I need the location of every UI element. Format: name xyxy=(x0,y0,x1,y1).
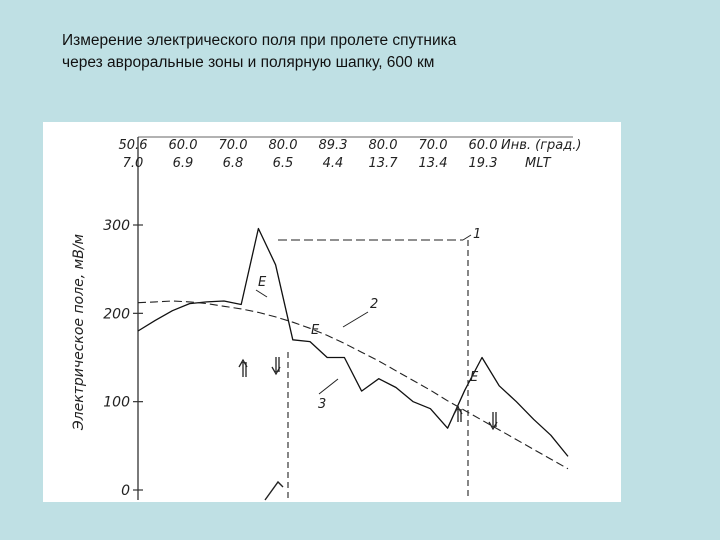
annotation-1-leader xyxy=(463,235,471,240)
down-arrow-icon xyxy=(272,357,280,374)
top-axis-inv-value: 50.6 xyxy=(118,138,148,153)
annotation-1-label: 1 xyxy=(473,227,482,242)
series-line-2 xyxy=(138,301,568,469)
y-axis-title: Электрическое поле, мВ/м xyxy=(71,233,87,431)
top-axis-mlt-value: 6.5 xyxy=(272,156,294,171)
series-layer xyxy=(138,229,568,469)
y-tick-label: 0 xyxy=(121,483,130,499)
y-tick-label: 200 xyxy=(103,306,130,323)
e-label-1: E xyxy=(258,275,267,290)
top-axis-inv-value: 70.0 xyxy=(418,138,448,153)
top-axis-mlt-value: 4.4 xyxy=(322,156,344,171)
series-line-3 xyxy=(138,229,568,457)
up-arrow-icon xyxy=(454,407,462,422)
title-line-2: через авроральные зоны и полярную шапку, 600 км xyxy=(62,54,435,71)
top-axis-inv-value: 80.0 xyxy=(268,138,298,153)
top-axis-mlt-value: 13.4 xyxy=(418,156,448,171)
top-axis-mlt-value: 6.8 xyxy=(222,156,244,171)
chart-figure xyxy=(43,122,621,502)
e-label-3: E xyxy=(470,370,479,385)
top-axis-mlt-value: 6.9 xyxy=(172,156,194,171)
electric-field-chart xyxy=(43,122,621,502)
y-tick-label: 300 xyxy=(103,218,130,234)
slide-title xyxy=(62,30,622,74)
annotation-2-leader xyxy=(343,312,368,327)
down-arrow-icon xyxy=(489,412,497,429)
annotation-2-label: 2 xyxy=(370,297,379,312)
y-ticks xyxy=(103,218,143,499)
top-axis-inv-value: 89.3 xyxy=(318,138,348,153)
top-axis-inv-value: 60.0 xyxy=(468,138,498,153)
annotation-3-leader xyxy=(319,379,338,394)
top-axis-mlt-value: 7.0 xyxy=(122,156,144,171)
y-tick-label: 100 xyxy=(103,394,130,411)
top-axis-inv-value: 60.0 xyxy=(168,138,198,153)
top-axis-mlt-value: 19.3 xyxy=(468,156,498,171)
up-arrow-icon xyxy=(239,360,247,377)
top-axis-inv-value: 70.0 xyxy=(218,138,248,153)
top-axis-mlt-value: 13.7 xyxy=(368,156,398,171)
bottom-mark xyxy=(265,482,283,500)
top-axis-inv-value: 80.0 xyxy=(368,138,398,153)
annotation-3-label: 3 xyxy=(318,397,327,412)
top-axis-inv-label: Инв. (град.) xyxy=(501,138,582,153)
top-axis xyxy=(119,138,582,171)
title-line-1: Измерение электрического поля при пролете спутника xyxy=(62,32,457,49)
e-label-2: E xyxy=(311,323,320,338)
e-label-1-arrow xyxy=(256,290,267,297)
top-axis-mlt-label: MLT xyxy=(525,156,551,171)
